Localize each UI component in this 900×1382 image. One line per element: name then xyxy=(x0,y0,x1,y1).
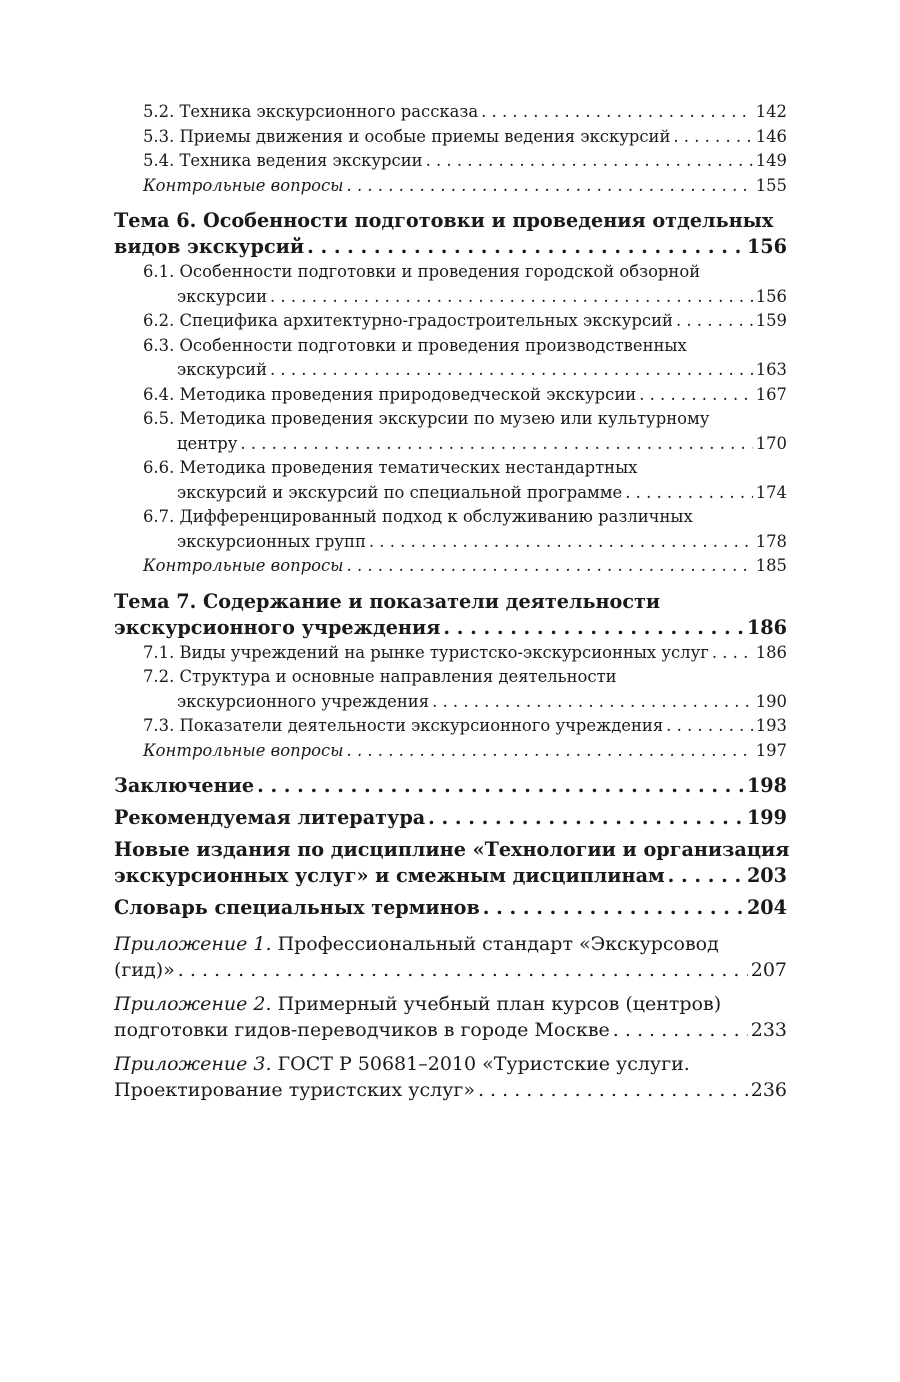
toc-page-number: 170 xyxy=(755,433,787,453)
toc-glossary[interactable] xyxy=(114,895,787,921)
dot-leader xyxy=(240,432,752,457)
toc-entry-title: Рекомендуемая литература xyxy=(114,806,426,829)
toc-page-number: 236 xyxy=(750,1079,787,1101)
toc-entry-title: 6.7. Дифференцированный подход к обслуживанию различных xyxy=(143,507,693,526)
toc-entry-title-cont: экскурсионных услуг» и смежным дисциплинам xyxy=(114,864,665,887)
dot-leader xyxy=(478,1077,748,1103)
dot-leader xyxy=(639,383,752,408)
toc-literature[interactable] xyxy=(114,805,787,831)
toc-page-number: 155 xyxy=(755,175,787,195)
toc-page-number: 186 xyxy=(746,615,787,639)
toc-page-number: 186 xyxy=(755,642,787,662)
toc-entry-title: Профессиональный стандарт «Экскурсовод xyxy=(277,933,719,955)
toc-entry-5-3[interactable] xyxy=(114,125,787,150)
toc-entry-title: 5.4. Техника ведения экскурсии xyxy=(143,151,423,170)
toc-entry-title: 7.3. Показатели деятельности экскурсионного учреждения xyxy=(143,716,664,735)
toc-page-number: 163 xyxy=(755,360,787,379)
appendix-label: Приложение 1. xyxy=(114,933,272,955)
toc-entry-title: 6.3. Особенности подготовки и проведения производственных xyxy=(143,335,687,355)
toc-entry-5-2[interactable] xyxy=(114,100,787,125)
toc-entry-6-3[interactable] xyxy=(114,334,787,383)
dot-leader xyxy=(666,714,753,739)
table-of-contents xyxy=(114,100,790,1103)
dot-leader xyxy=(270,358,753,383)
toc-entry-title: Тема 6. Особенности подготовки и проведения отдельных xyxy=(114,209,774,232)
toc-appendix-2[interactable] xyxy=(114,991,787,1043)
dot-leader xyxy=(178,957,748,983)
toc-entry-title-cont: экскурсионного учреждения xyxy=(114,615,441,639)
toc-page-number: 167 xyxy=(755,384,787,404)
toc-entry-title-cont: экскурсионных групп xyxy=(177,531,366,551)
dot-leader xyxy=(428,805,744,831)
toc-entry-title-cont: экскурсии xyxy=(177,286,268,306)
toc-entry-7-3[interactable] xyxy=(114,714,787,739)
toc-appendix-3[interactable] xyxy=(114,1051,787,1103)
dot-leader xyxy=(432,690,753,715)
dot-leader xyxy=(443,615,744,641)
dot-leader xyxy=(347,739,753,764)
toc-new-editions[interactable] xyxy=(114,837,790,889)
toc-entry-title-cont: экскурсий и экскурсий по специальной программе xyxy=(177,482,623,502)
toc-entry-title-cont: подготовки гидов-переводчиков в городе Москве xyxy=(114,1019,610,1041)
toc-entry-title: Новые издания по дисциплине «Технологии и организация xyxy=(114,838,790,861)
dot-leader xyxy=(712,641,753,666)
toc-page-number: 146 xyxy=(755,126,787,146)
toc-entry-title: Контрольные вопросы xyxy=(143,740,344,760)
toc-appendix-1[interactable] xyxy=(114,931,787,983)
dot-leader xyxy=(347,554,753,579)
toc-entry-title: 6.5. Методика проведения экскурсии по музею или культурному xyxy=(143,409,710,428)
toc-entry-title: Контрольные вопросы xyxy=(143,556,344,575)
toc-entry-control-questions-6[interactable] xyxy=(114,554,787,579)
toc-entry-7-1[interactable] xyxy=(114,641,787,666)
dot-leader xyxy=(673,125,752,150)
appendix-label: Приложение 3. xyxy=(114,1053,272,1075)
dot-leader xyxy=(625,481,752,506)
toc-page-number: 178 xyxy=(755,531,787,551)
dot-leader xyxy=(613,1017,748,1043)
toc-entry-title: 6.1. Особенности подготовки и проведения городской обзорной xyxy=(143,262,701,281)
appendix-label: Приложение 2. xyxy=(114,993,272,1015)
toc-page-number: 159 xyxy=(755,311,787,330)
toc-topic-7[interactable] xyxy=(114,589,787,641)
toc-entry-title: Словарь специальных терминов xyxy=(114,896,480,919)
dot-leader xyxy=(668,863,744,889)
toc-page-number: 142 xyxy=(755,102,787,121)
toc-entry-6-1[interactable] xyxy=(114,260,787,309)
toc-entry-title: 7.2. Структура и основные направления деятельности xyxy=(143,667,617,686)
toc-entry-5-4[interactable] xyxy=(114,149,787,174)
toc-entry-title-cont: центру xyxy=(177,433,238,453)
toc-page-number: 199 xyxy=(746,806,787,829)
toc-entry-title: Контрольные вопросы xyxy=(143,175,344,195)
dot-leader xyxy=(307,234,744,260)
toc-page-number: 233 xyxy=(750,1019,787,1041)
toc-page-number: 174 xyxy=(755,482,787,502)
toc-topic-6[interactable] xyxy=(114,208,787,260)
toc-entry-title: 7.1. Виды учреждений на рынке туристско-экскурсионных услуг xyxy=(143,642,709,662)
toc-entry-title: ГОСТ Р 50681–2010 «Туристские услуги. xyxy=(277,1053,690,1075)
dot-leader xyxy=(369,530,753,555)
dot-leader xyxy=(426,149,753,174)
toc-entry-control-questions-7[interactable] xyxy=(114,739,787,764)
toc-page-number: 203 xyxy=(746,864,787,887)
toc-entry-title: Заключение xyxy=(114,774,255,797)
toc-conclusion[interactable] xyxy=(114,773,787,799)
toc-entry-title: Тема 7. Содержание и показатели деятельности xyxy=(114,589,661,613)
toc-entry-6-2[interactable] xyxy=(114,309,787,334)
dot-leader xyxy=(481,100,753,125)
toc-entry-title: 6.2. Специфика архитектурно-градостроительных экскурсий xyxy=(143,311,673,330)
dot-leader xyxy=(270,285,753,310)
toc-entry-6-5[interactable] xyxy=(114,407,787,456)
toc-entry-control-questions-5[interactable] xyxy=(114,174,787,199)
toc-entry-title-cont: экскурсий xyxy=(177,360,268,379)
toc-entry-6-7[interactable] xyxy=(114,505,787,554)
toc-page-number: 149 xyxy=(755,151,787,170)
toc-page-number: 207 xyxy=(750,959,787,981)
toc-page-number: 198 xyxy=(746,774,787,797)
toc-entry-title: 5.3. Приемы движения и особые приемы ведения экскурсий xyxy=(143,126,671,146)
toc-entry-title-cont: видов экскурсий xyxy=(114,235,305,258)
toc-entry-title: Примерный учебный план курсов (центров) xyxy=(277,993,722,1015)
dot-leader xyxy=(483,895,744,921)
toc-entry-6-4[interactable] xyxy=(114,383,787,408)
toc-page-number: 197 xyxy=(755,740,787,760)
toc-entry-7-2[interactable] xyxy=(114,665,787,714)
toc-entry-title-cont: экскурсионного учреждения xyxy=(177,691,430,711)
toc-entry-title-cont: Проектирование туристских услуг» xyxy=(114,1079,475,1101)
toc-page-number: 204 xyxy=(746,896,787,919)
toc-page-number: 190 xyxy=(755,691,787,711)
toc-entry-title: 6.6. Методика проведения тематических нестандартных xyxy=(143,458,638,477)
dot-leader xyxy=(676,309,753,334)
dot-leader xyxy=(257,773,744,799)
toc-entry-6-6[interactable] xyxy=(114,456,787,505)
toc-entry-title: 5.2. Техника экскурсионного рассказа xyxy=(143,102,479,121)
toc-page-number: 156 xyxy=(746,235,787,258)
dot-leader xyxy=(347,174,753,199)
toc-page-number: 185 xyxy=(755,556,787,575)
toc-entry-title-cont: (гид)» xyxy=(114,959,175,981)
toc-page-number: 193 xyxy=(755,716,787,735)
toc-entry-title: 6.4. Методика проведения природоведческой экскурсии xyxy=(143,384,637,404)
toc-page-number: 156 xyxy=(755,286,787,306)
